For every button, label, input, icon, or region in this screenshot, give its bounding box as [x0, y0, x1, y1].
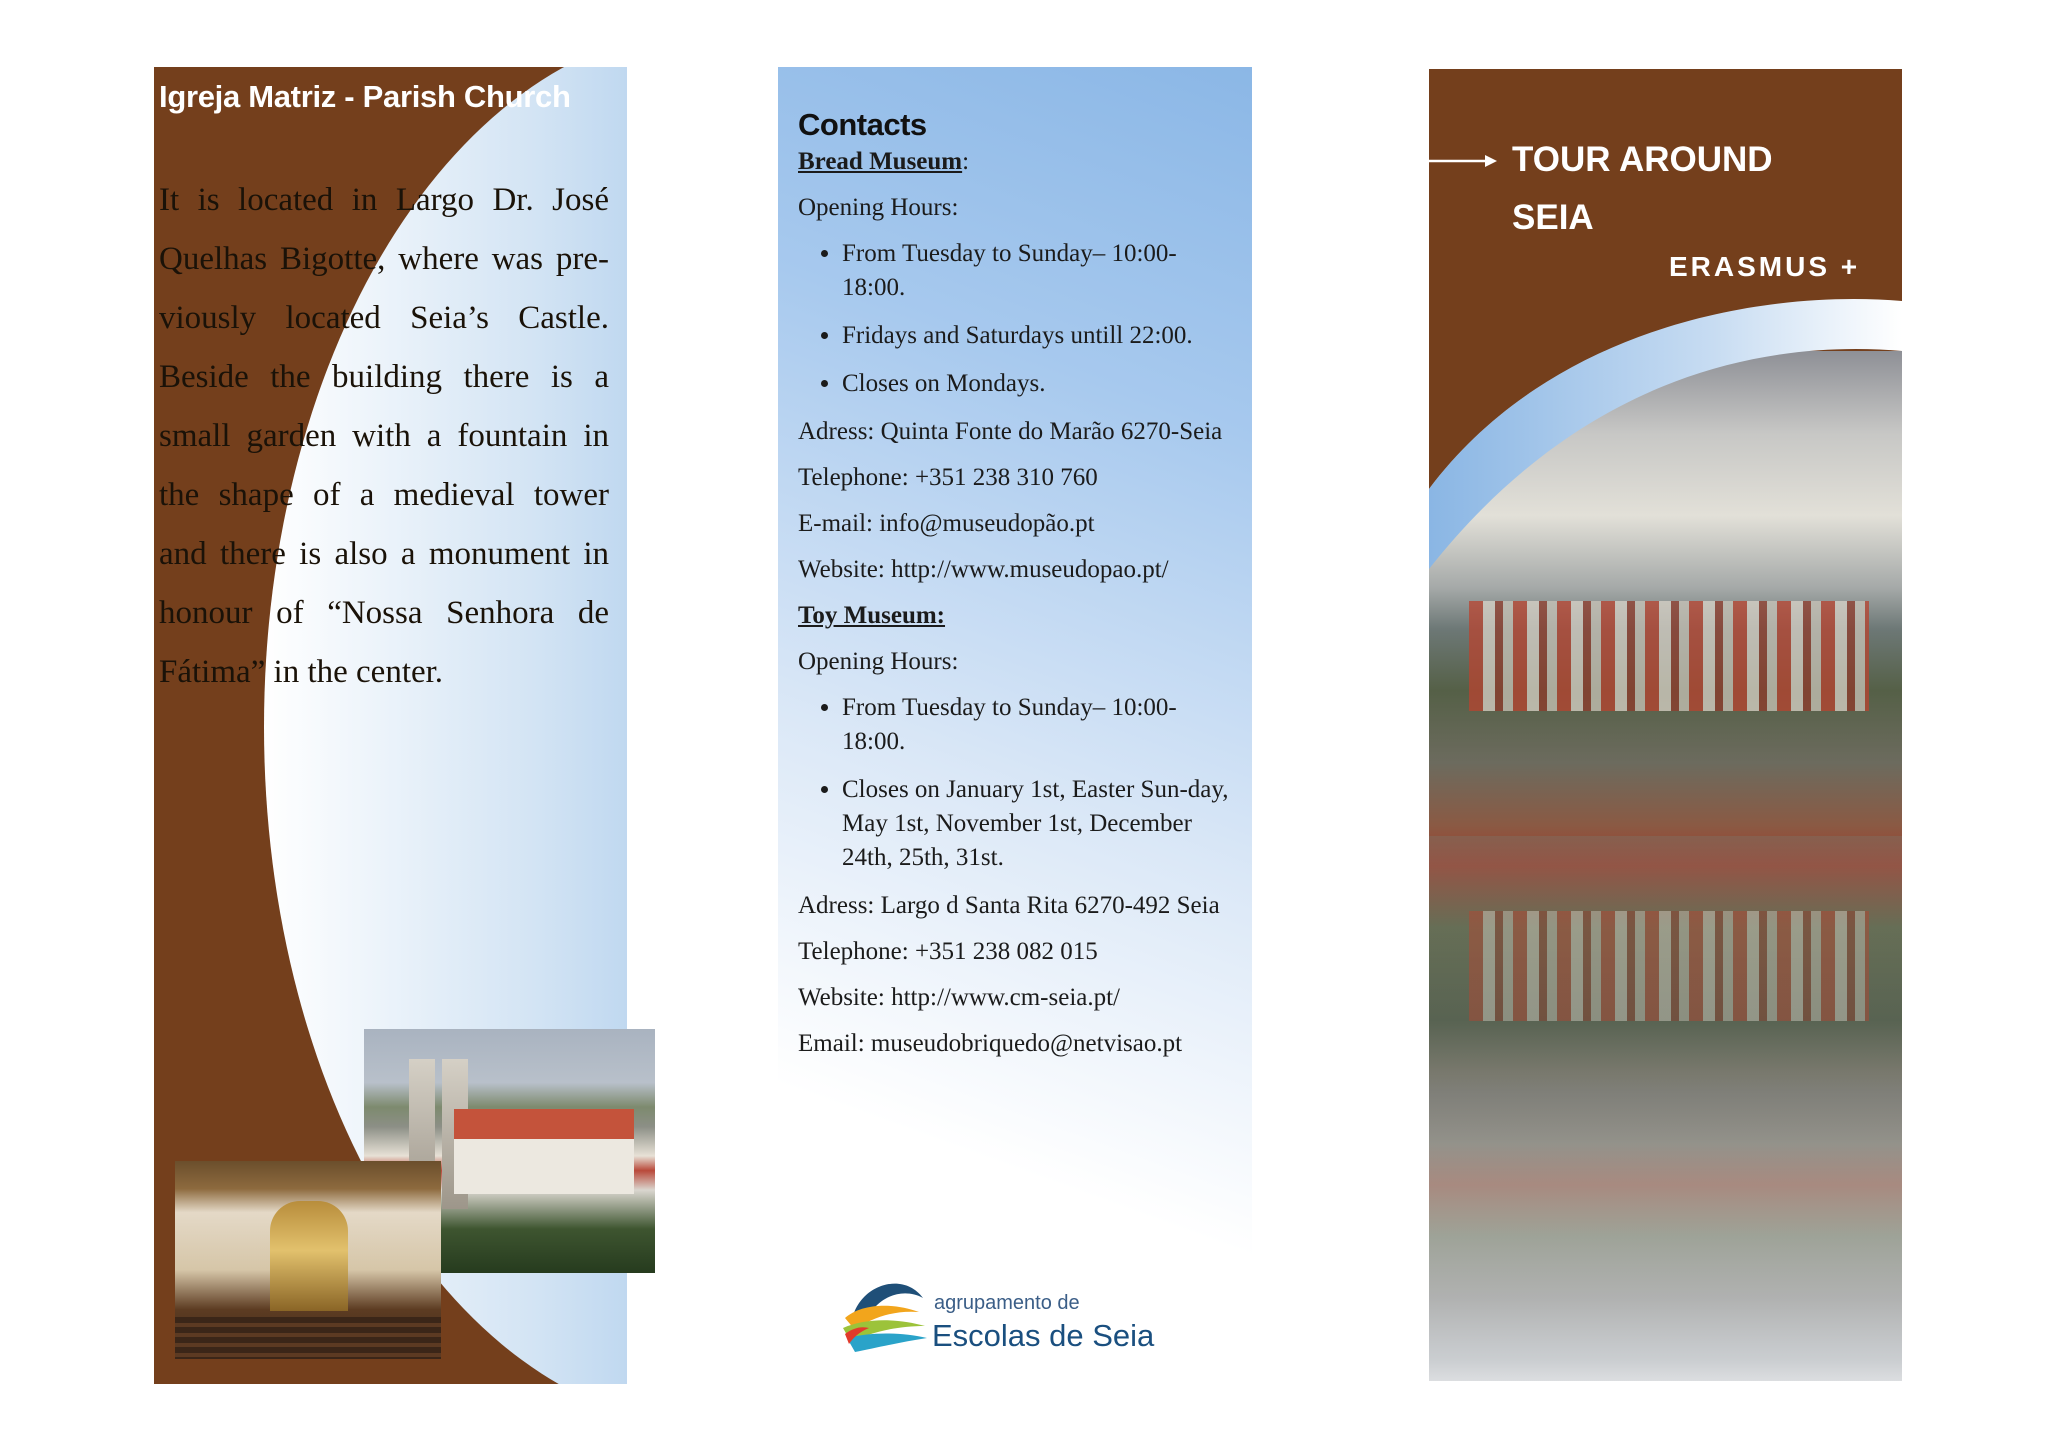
toy-museum-address: Adress: Largo d Santa Rita 6270-492 Seia — [798, 892, 1220, 919]
school-logo-line1: agrupamento de — [934, 1292, 1080, 1314]
cover-title — [1512, 131, 1773, 247]
bread-museum-hours-item: • From Tuesday to Sunday– 10:00-18:00. — [842, 237, 1238, 305]
parish-church-description: It is located in Largo Dr. José Quelhas Bigotte, where was pre-viously located Seia’s Castle. Beside the building there is a small garden with a fountain in the shape of a medieval tower and there is also a monument in honour of “Nossa Senhora de Fátima” in the center. — [159, 182, 609, 690]
parish-church-title: Igreja Matriz - Parish Church — [159, 79, 571, 114]
toy-museum-hours-list — [798, 691, 1238, 875]
school-logo — [833, 1262, 1173, 1358]
bread-museum-hours-label: Opening Hours: — [798, 194, 959, 221]
bread-museum-heading-line — [798, 145, 1238, 179]
bread-museum-telephone: Telephone: +351 238 310 760 — [798, 464, 1098, 491]
town-houses — [1469, 601, 1869, 711]
arrow-right-icon — [1429, 154, 1499, 168]
toy-museum-hours-item: • Closes on January 1st, Easter Sun-day, May 1st, November 1st, December 24th, 25th, 31st. — [842, 773, 1238, 875]
contacts-panel — [778, 67, 1252, 1382]
church-pews — [175, 1317, 441, 1359]
school-logo-line2: Escolas de Seia — [932, 1318, 1155, 1353]
cover-subtitle: ERASMUS + — [1669, 251, 1861, 282]
bread-museum-heading-colon: : — [962, 148, 970, 175]
bread-museum-hours-item: • Fridays and Saturdays untill 22:00. — [842, 319, 1238, 353]
bread-museum-email: E-mail: info@museudopão.pt — [798, 510, 1095, 537]
cover-title-line1: TOUR AROUND — [1512, 140, 1773, 179]
school-logo-mark-icon — [841, 1268, 933, 1354]
toy-museum-email: Email: museudobriquedo@netvisao.pt — [798, 1030, 1183, 1057]
cover-panel — [1429, 69, 1902, 1381]
church-altar — [270, 1201, 348, 1311]
cover-curve-decoration — [1429, 289, 1902, 569]
church-interior-photo — [175, 1161, 441, 1359]
cover-title-line2: SEIA — [1512, 198, 1594, 237]
town-houses-reflection — [1469, 911, 1869, 1021]
church-wall — [454, 1139, 634, 1194]
toy-museum-heading: Toy Museum: — [798, 602, 946, 629]
contacts-heading: Contacts — [798, 107, 927, 142]
bread-museum-hours-item: • Closes on Mondays. — [842, 367, 1238, 401]
church-roof — [454, 1109, 634, 1139]
toy-museum-hours-label: Opening Hours: — [798, 648, 959, 675]
bread-museum-website: Website: http://www.museudopao.pt/ — [798, 556, 1169, 583]
toy-museum-hours-item: • From Tuesday to Sunday– 10:00-18:00. — [842, 691, 1238, 759]
toy-museum-website: Website: http://www.cm-seia.pt/ — [798, 984, 1120, 1011]
toy-museum-telephone: Telephone: +351 238 082 015 — [798, 938, 1098, 965]
bread-museum-heading: Bread Museum — [798, 148, 963, 175]
bread-museum-address: Adress: Quinta Fonte do Marão 6270-Seia — [798, 418, 1223, 445]
bread-museum-hours-list — [798, 237, 1238, 401]
